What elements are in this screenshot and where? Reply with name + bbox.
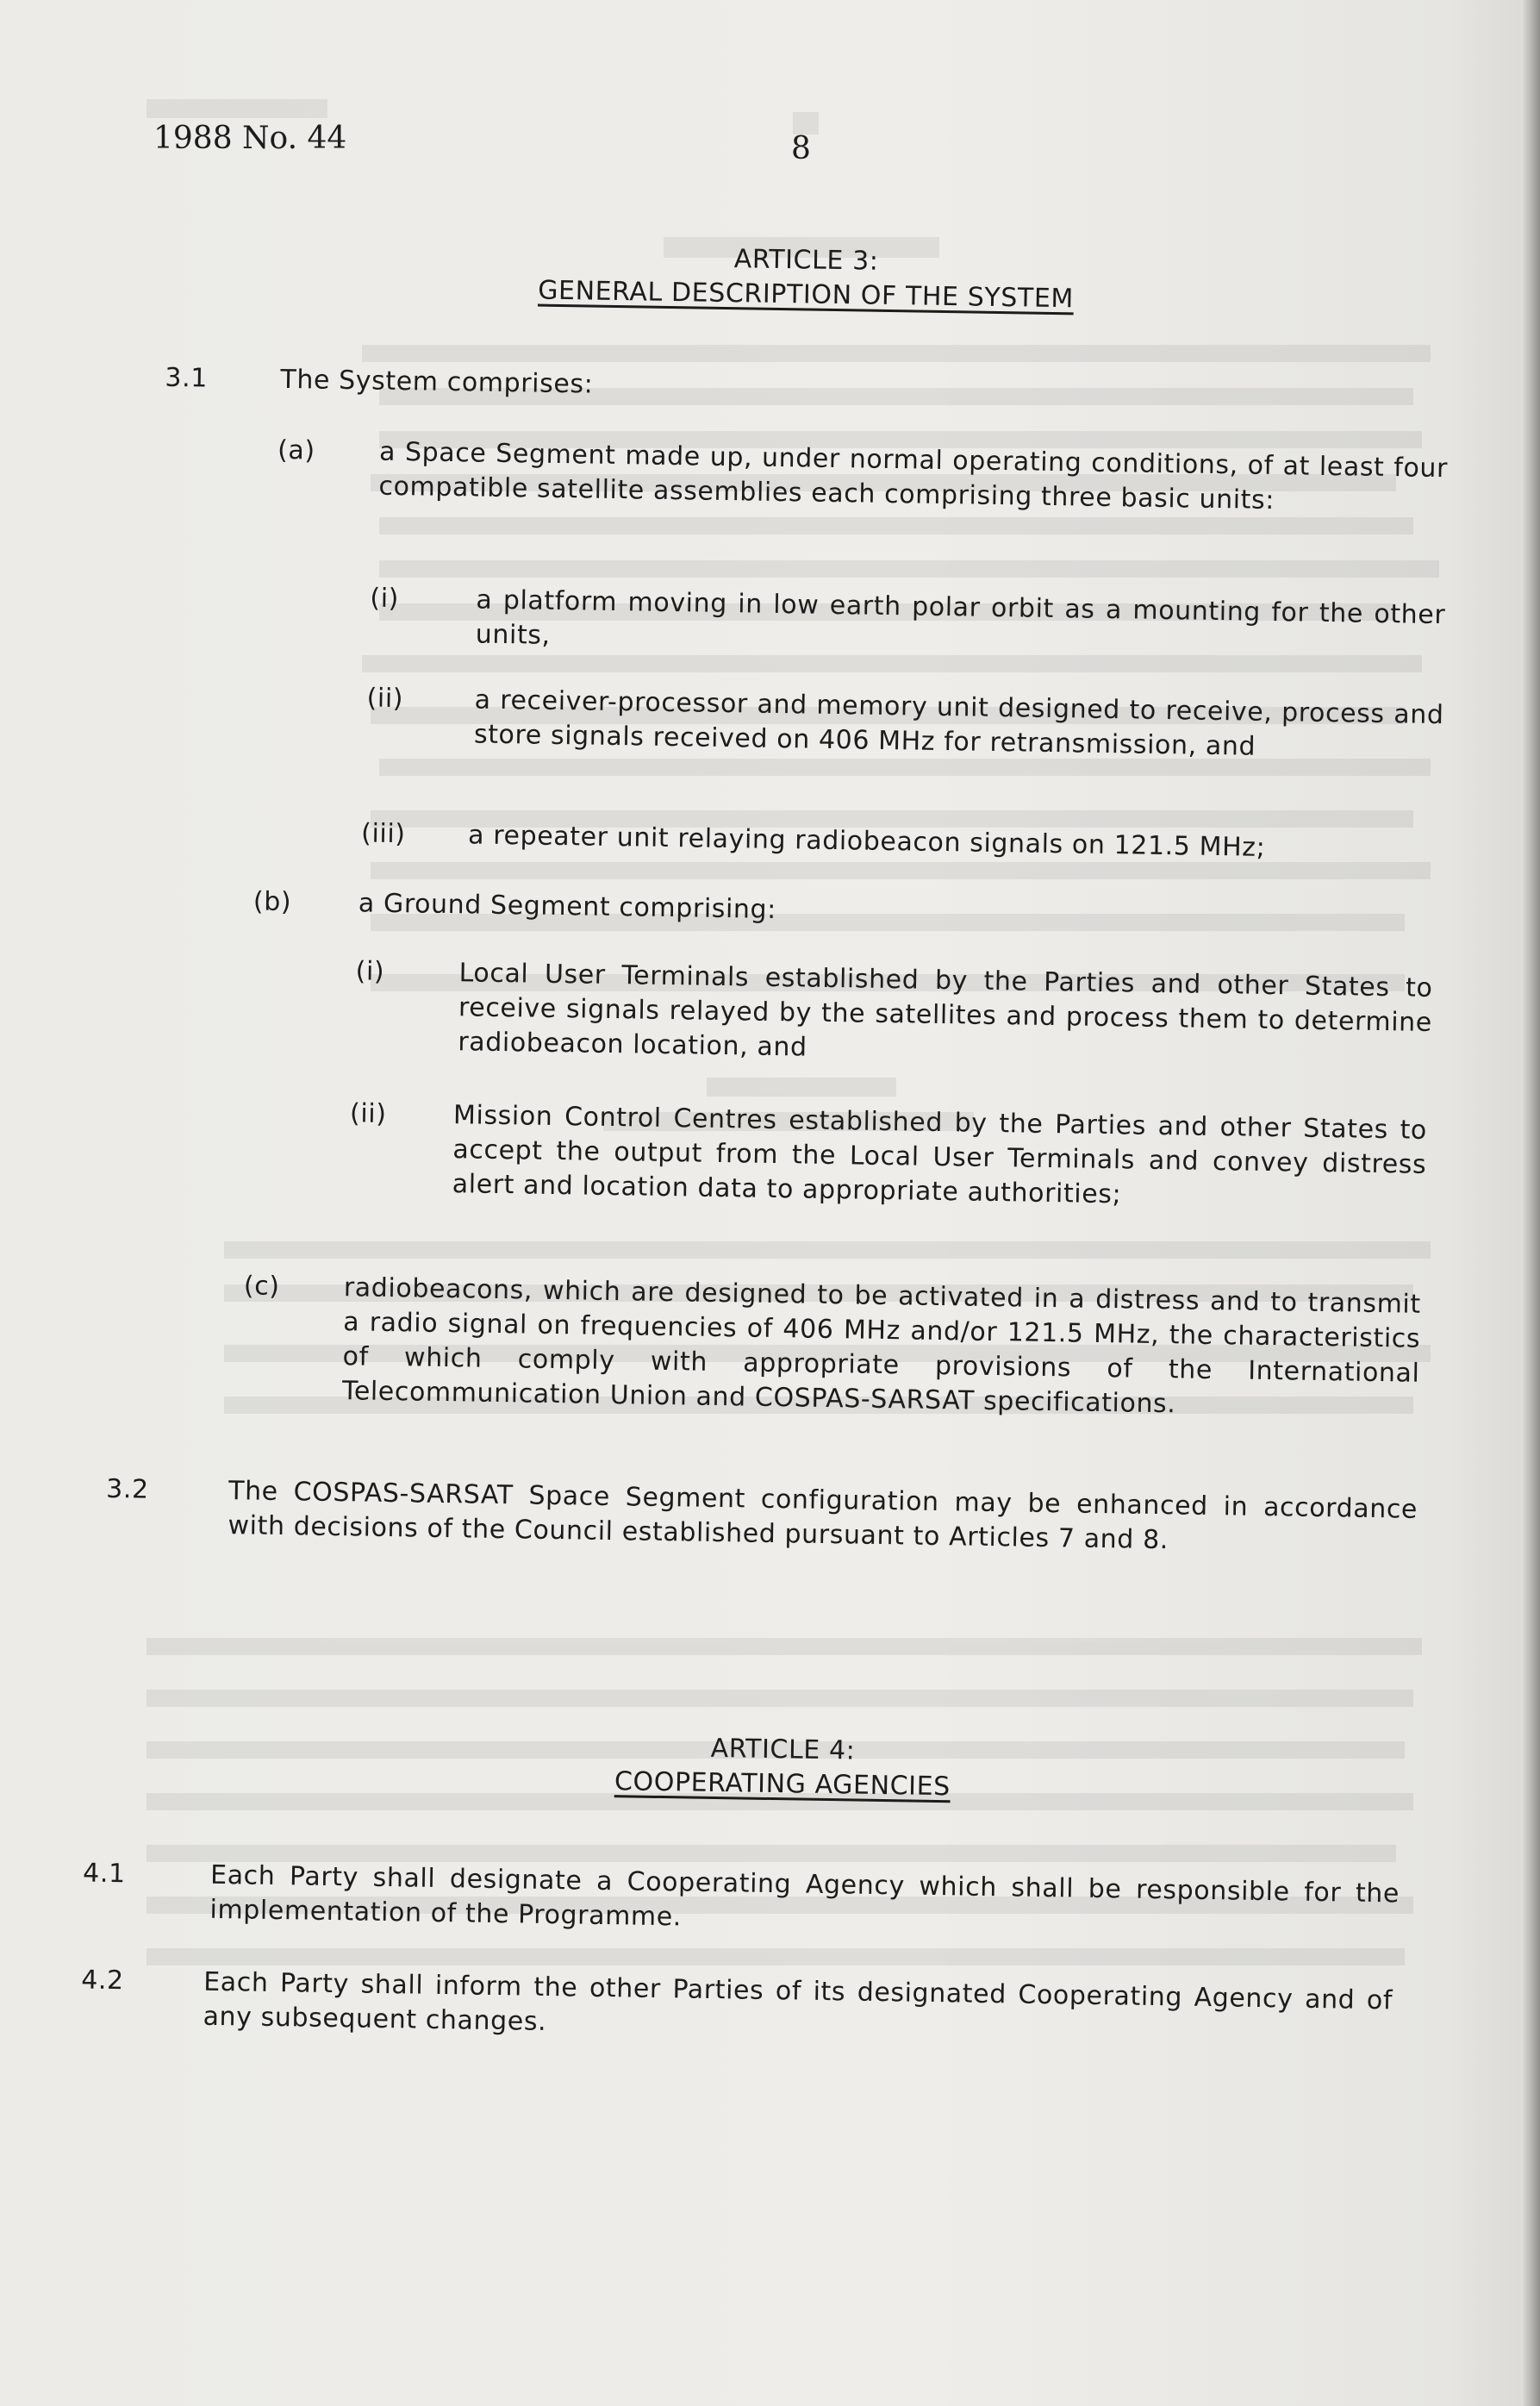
item-a-iii-label: (iii) [360,818,406,850]
article-4-title: ARTICLE 4: [710,1733,856,1766]
item-b-ii-text: Mission Control Centres established by the Parties and other States to accept the output from the Local User Terminals and convey distress alert and location data to appropriate authorities; [452,1100,1428,1210]
item-b-ii-label: (ii) [349,1098,387,1129]
item-a-label: (a) [277,434,316,466]
item-c-label: (c) [243,1271,280,1302]
article-4-heading: COOPERATING AGENCIES [614,1766,951,1803]
gazette-year-number: 1988 No. 44 [153,121,347,156]
clause-3-2-text: The COSPAS-SARSAT Space Segment configuration may be enhanced in accordance with decisions of the Council established pursuant to Articles 7 and 8. [228,1476,1418,1556]
clause-4-2-text: Each Party shall inform the other Parties of its designated Cooperating Agency and of any subsequent changes. [203,1966,1393,2037]
item-a-ii-label: (ii) [366,683,404,715]
clause-3-1-text: The System comprises: [280,364,594,400]
item-a-iii-text: a repeater unit relaying radiobeacon signals on 121.5 MHz; [467,820,1266,863]
clause-3-2-number: 3.2 [105,1473,149,1505]
clause-4-2-number: 4.2 [80,1965,125,1997]
clause-4-1-text: Each Party shall designate a Cooperating Agency which shall be responsible for the implementation of the Programme. [209,1859,1400,1933]
item-b-i-label: (i) [355,956,385,987]
item-a-ii-text: a receiver-processor and memory unit designed to receive, process and store signals received on 406 MHz for retransmission, and [473,684,1444,762]
item-b-i-text: Local User Terminals established by the Parties and other States to receive signals relayed by the satellites and process them to determine radiobeacon location, and [458,958,1433,1063]
item-a-i-label: (i) [370,583,400,615]
article-3-title: ARTICLE 3: [733,244,879,277]
item-b-text: a Ground Segment comprising: [358,888,777,925]
article-3-heading: GENERAL DESCRIPTION OF THE SYSTEM [537,275,1075,315]
clause-4-1-number: 4.1 [82,1858,126,1890]
item-c-text: radiobeacons, which are designed to be activated in a distress and to transmit a radio signal on frequencies of 406 MHz and/or 121.5 MHz, the characteristics of which comply with appropriate provisions of the International Telecommunication Union and COSPAS-SARSAT specifications. [341,1272,1422,1420]
clause-3-1-number: 3.1 [165,362,209,394]
page-number: 8 [791,131,811,166]
item-a-i-text: a platform moving in low earth polar orbit as a mounting for the other units, [475,584,1446,651]
item-a-text: a Space Segment made up, under normal operating conditions, of at least four compatible satellite assemblies each comprising three basic units: [378,436,1449,516]
item-b-label: (b) [253,886,292,918]
